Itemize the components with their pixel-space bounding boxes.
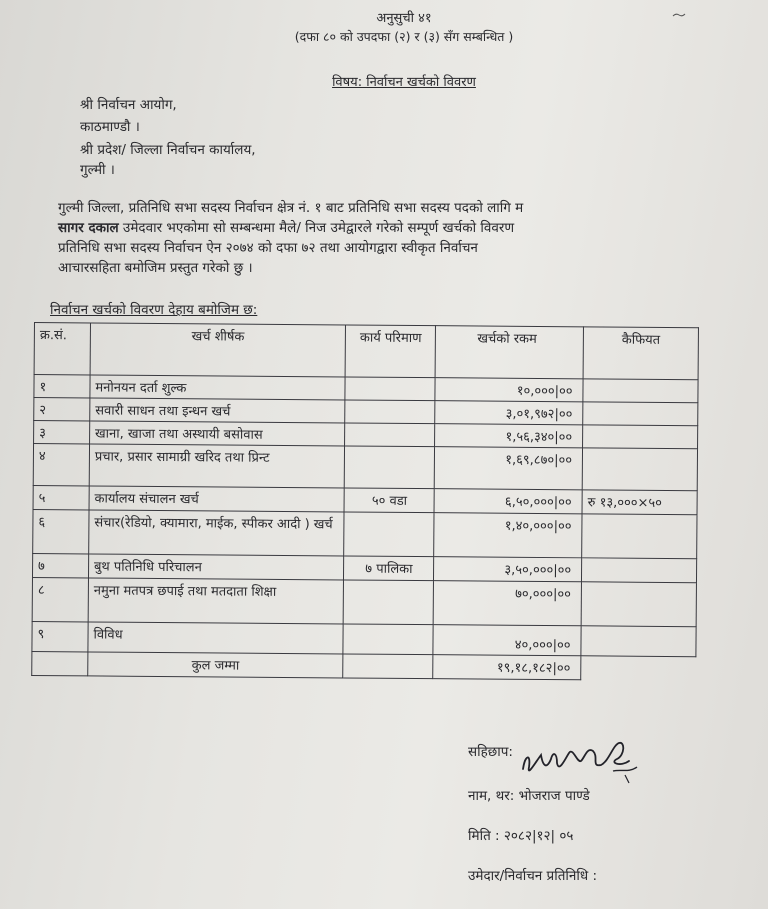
row-amount: १,६९,८७०|०० (435, 447, 583, 490)
row-qty: ७ पालिका (344, 556, 434, 581)
header-remarks: कैफियत (583, 327, 698, 380)
row-qty (345, 400, 435, 424)
row-qty (343, 624, 433, 655)
expense-table (31, 322, 699, 681)
signatory-role: उमेदार/निर्वाचन प्रतिनिधि : (468, 868, 598, 884)
header-amount: खर्चको रकम (435, 326, 583, 379)
body-line-1: गुल्मी जिल्ला, प्रतिनिधि सभा सदस्य निर्वाचन क्षेत्र नं. १ बाट प्रतिनिधि सभा सदस्य पदको लागि म (58, 200, 524, 216)
row-head: विविध (88, 622, 344, 654)
row-qty (345, 377, 435, 401)
address-line-2: काठमाण्डौ । (80, 119, 140, 135)
row-remarks (582, 558, 697, 583)
row-head: कार्यालय संचालन खर्च (89, 486, 345, 512)
table-header-row (34, 323, 698, 380)
total-label: कुल जम्मा (88, 652, 344, 678)
signatory-name: नाम, थर: भोजराज पाण्डे (468, 788, 590, 804)
subject-line (20, 72, 768, 90)
address-line-4: गुल्मी । (80, 162, 115, 178)
body-line-2-text: उमेदवार भएकोमा सो सम्बन्धमा मैले/ निज उमेद्वारले गरेको सम्पूर्ण खर्चको विवरण (118, 220, 515, 236)
row-head: प्रचार, प्रसार सामाग्री खरिद तथा प्रिन्ट (89, 444, 345, 488)
total-remarks-cell (581, 656, 696, 681)
handwritten-signature (517, 733, 642, 785)
row-amount: ४०,०००|०० (433, 625, 581, 656)
signing-date: मिति : २०८२|१२| ०५ (468, 828, 574, 844)
row-remarks (581, 626, 696, 657)
row-head: मनोनयन दर्ता शुल्क (90, 375, 346, 400)
row-remarks: रु १३,०००×५० (582, 490, 697, 515)
row-remarks (582, 514, 697, 559)
row-sn: १ (34, 375, 90, 398)
table-intro: निर्वाचन खर्चको विवरण देहाय बमोजिम छ: (50, 302, 258, 318)
reference-line: (दफा ८० को उपदफा (२) र (३) सँग सम्बन्धित ) (294, 29, 514, 44)
row-qty (345, 446, 435, 489)
row-remarks (583, 402, 698, 426)
body-line-3: प्रतिनिधि सभा सदस्य निर्वाचन ऐन २०७४ को दफा ७२ तथा आयोगद्वारा स्वीकृत निर्वाचन (58, 240, 478, 256)
table-row (32, 577, 696, 626)
row-qty: ५० वडा (344, 488, 434, 513)
row-qty (344, 512, 434, 557)
signature-label: सहिछाप: (468, 744, 513, 760)
row-head: खाना, खाजा तथा अस्थायी बसोवास (89, 421, 345, 446)
row-sn: ९ (32, 621, 88, 651)
row-sn: २ (34, 398, 90, 421)
schedule-number: अनुसुची ४१ (376, 11, 432, 26)
row-remarks (582, 448, 697, 491)
row-amount: ७०,०००|०० (433, 581, 581, 626)
header-qty: कार्य परिमाण (345, 325, 435, 378)
row-sn: ३ (34, 421, 90, 444)
subject-text: विषय: निर्वाचन खर्चको विवरण (332, 75, 476, 90)
address-line-1: श्री निर्वाचन आयोग, (80, 97, 177, 113)
row-amount: १,५६,३४०|०० (435, 424, 583, 448)
row-remarks (583, 379, 698, 403)
row-amount: ३,५०,०००|०० (434, 557, 582, 582)
row-head: बुथ पतिनिधि परिचालन (88, 554, 344, 580)
row-head: नमुना मतपत्र छपाई तथा मतदाता शिक्षा (88, 578, 344, 624)
row-qty (345, 423, 435, 447)
row-head: सवारी साधन तथा इन्धन खर्च (90, 398, 346, 423)
body-line-4: आचारसहिता बमोजिम प्रस्तुत गरेको छु । (58, 260, 253, 276)
candidate-name: सागर दकाल (58, 220, 119, 236)
address-line-3: श्री प्रदेश/ जिल्ला निर्वाचन कार्यालय, (80, 142, 256, 158)
row-sn: ८ (32, 577, 88, 621)
row-remarks (581, 582, 696, 627)
row-sn: ७ (32, 553, 88, 577)
row-amount: १०,०००|०० (435, 378, 583, 402)
row-sn: ४ (33, 444, 89, 486)
header-sn: क्र.सं. (34, 323, 90, 375)
row-head: संचार(रेडियो, क्यामारा, माईक, स्पीकर आदी ) खर्च (89, 510, 345, 556)
total-qty-cell (343, 654, 433, 679)
body-line-2 (58, 219, 723, 239)
header-head: खर्च शीर्षक (90, 323, 346, 377)
row-qty (344, 580, 434, 625)
table-row (33, 509, 697, 558)
row-sn: ६ (33, 509, 89, 553)
total-amount: १९,१८,१८२|०० (433, 655, 581, 680)
total-sn-cell (32, 651, 88, 675)
table-row (33, 444, 697, 491)
row-sn: ५ (33, 485, 89, 509)
row-amount: १,४०,०००|०० (434, 513, 582, 558)
row-amount: ६,५०,०००|०० (434, 489, 582, 514)
row-remarks (583, 425, 698, 449)
total-row (32, 651, 696, 680)
row-amount: ३,०१,९७२|०० (435, 401, 583, 425)
